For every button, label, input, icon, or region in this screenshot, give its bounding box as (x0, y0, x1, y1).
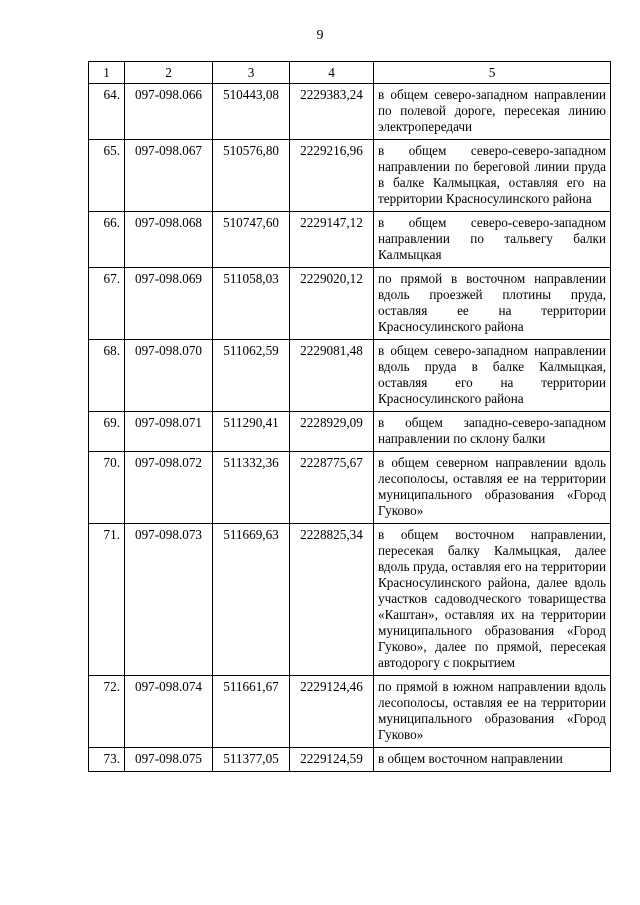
header-cell-col4: 4 (290, 62, 374, 84)
row-number-cell: 65. (89, 140, 125, 212)
point-code-cell: 097-098.068 (125, 212, 213, 268)
x-coordinate-cell: 511669,63 (213, 524, 290, 676)
boundary-description-cell: в общем восточном направлении, пересекая балку Калмыцкая, далее вдоль пруда, оставляя его на территории Красносулинского района, далее вдоль участков садоводческого товарищества «Каштан», оставляя их на территории муниципального образования «Город Гуково», далее по прямой, пересекая автодорогу с покрытием (374, 524, 611, 676)
boundary-description-cell: в общем восточном направлении (374, 748, 611, 772)
x-coordinate-cell: 511332,36 (213, 452, 290, 524)
boundary-description-cell: в общем северном направлении вдоль лесополосы, оставляя ее на территории муниципального образования «Город Гуково» (374, 452, 611, 524)
x-coordinate-cell: 510443,08 (213, 84, 290, 140)
boundary-description-cell: в общем северо-западном направлении по полевой дороге, пересекая линию электропередачи (374, 84, 611, 140)
row-number-cell: 68. (89, 340, 125, 412)
row-number-cell: 73. (89, 748, 125, 772)
x-coordinate-cell: 511058,03 (213, 268, 290, 340)
point-code-cell: 097-098.066 (125, 84, 213, 140)
point-code-cell: 097-098.073 (125, 524, 213, 676)
header-cell-col1: 1 (89, 62, 125, 84)
row-number-cell: 67. (89, 268, 125, 340)
page-number: 9 (316, 28, 324, 43)
point-code-cell: 097-098.075 (125, 748, 213, 772)
row-number-cell: 69. (89, 412, 125, 452)
table-row (89, 84, 611, 140)
point-code-cell: 097-098.069 (125, 268, 213, 340)
row-number-cell: 64. (89, 84, 125, 140)
boundary-description-cell: в общем северо-западном направлении вдоль пруда в балке Калмыцкая, оставляя его на территории Красносулинского района (374, 340, 611, 412)
table-row (89, 748, 611, 772)
table-row (89, 340, 611, 412)
y-coordinate-cell: 2229081,48 (290, 340, 374, 412)
y-coordinate-cell: 2229383,24 (290, 84, 374, 140)
row-number-cell: 72. (89, 676, 125, 748)
y-coordinate-cell: 2229124,46 (290, 676, 374, 748)
row-number-cell: 66. (89, 212, 125, 268)
table-header-row (89, 62, 611, 84)
table-row (89, 452, 611, 524)
boundary-description-cell: в общем западно-северо-западном направлении по склону балки (374, 412, 611, 452)
point-code-cell: 097-098.074 (125, 676, 213, 748)
y-coordinate-cell: 2228825,34 (290, 524, 374, 676)
boundary-description-cell: по прямой в южном направлении вдоль лесополосы, оставляя ее на территории муниципального образования «Город Гуково» (374, 676, 611, 748)
point-code-cell: 097-098.070 (125, 340, 213, 412)
y-coordinate-cell: 2229020,12 (290, 268, 374, 340)
point-code-cell: 097-098.071 (125, 412, 213, 452)
table-row (89, 412, 611, 452)
x-coordinate-cell: 510747,60 (213, 212, 290, 268)
header-cell-col2: 2 (125, 62, 213, 84)
x-coordinate-cell: 511062,59 (213, 340, 290, 412)
header-cell-col5: 5 (374, 62, 611, 84)
y-coordinate-cell: 2228929,09 (290, 412, 374, 452)
x-coordinate-cell: 510576,80 (213, 140, 290, 212)
point-code-cell: 097-098.067 (125, 140, 213, 212)
row-number-cell: 70. (89, 452, 125, 524)
boundary-description-cell: в общем северо-северо-западном направлении по береговой линии пруда в балке Калмыцкая, оставляя его на территории Красносулинского района (374, 140, 611, 212)
x-coordinate-cell: 511377,05 (213, 748, 290, 772)
x-coordinate-cell: 511290,41 (213, 412, 290, 452)
boundary-description-cell: в общем северо-северо-западном направлении по тальвегу балки Калмыцкая (374, 212, 611, 268)
boundary-points-table (88, 61, 611, 772)
header-cell-col3: 3 (213, 62, 290, 84)
y-coordinate-cell: 2229216,96 (290, 140, 374, 212)
y-coordinate-cell: 2228775,67 (290, 452, 374, 524)
boundary-description-cell: по прямой в восточном направлении вдоль проезжей плотины пруда, оставляя ее на территории Красносулинского района (374, 268, 611, 340)
table-row (89, 212, 611, 268)
x-coordinate-cell: 511661,67 (213, 676, 290, 748)
point-code-cell: 097-098.072 (125, 452, 213, 524)
row-number-cell: 71. (89, 524, 125, 676)
table-row (89, 524, 611, 676)
table-row (89, 676, 611, 748)
y-coordinate-cell: 2229147,12 (290, 212, 374, 268)
table-row (89, 140, 611, 212)
table-row (89, 268, 611, 340)
y-coordinate-cell: 2229124,59 (290, 748, 374, 772)
